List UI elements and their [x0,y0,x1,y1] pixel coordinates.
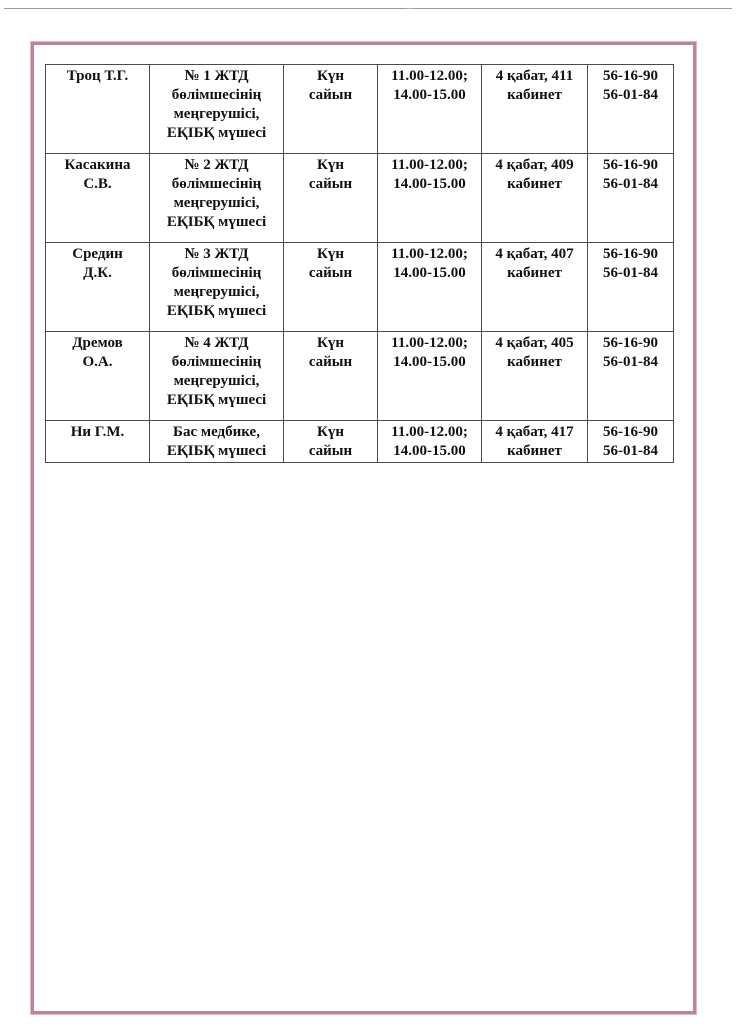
position-cell: № 2 ЖТД бөлімшесінің меңгерушісі, ЕҚІБҚ мүшесі [150,154,284,243]
staff-name-cell: Дремов О.А. [46,332,150,421]
reception-hours-cell: 11.00-12.00; 14.00-15.00 [378,65,482,154]
scan-edge-line [4,8,732,9]
table-row [46,421,674,463]
office-location-cell: 4 қабат, 417 кабинет [482,421,588,463]
office-location-cell: 4 қабат, 411 кабинет [482,65,588,154]
reception-hours-cell: 11.00-12.00; 14.00-15.00 [378,332,482,421]
table-row [46,154,674,243]
phone-numbers-cell: 56-16-90 56-01-84 [588,154,674,243]
reception-days-cell: Күн сайын [284,421,378,463]
reception-schedule-table [45,64,674,463]
office-location-cell: 4 қабат, 407 кабинет [482,243,588,332]
reception-hours-cell: 11.00-12.00; 14.00-15.00 [378,421,482,463]
reception-days-cell: Күн сайын [284,65,378,154]
office-location-cell: 4 қабат, 409 кабинет [482,154,588,243]
reception-days-cell: Күн сайын [284,154,378,243]
table-row [46,243,674,332]
table-row [46,65,674,154]
staff-name-cell: Ни Г.М. [46,421,150,463]
position-cell: Бас медбике, ЕҚІБҚ мүшесі [150,421,284,463]
scan-mark [407,8,413,13]
phone-numbers-cell: 56-16-90 56-01-84 [588,65,674,154]
phone-numbers-cell: 56-16-90 56-01-84 [588,332,674,421]
reception-days-cell: Күн сайын [284,332,378,421]
position-cell: № 4 ЖТД бөлімшесінің меңгерушісі, ЕҚІБҚ мүшесі [150,332,284,421]
reception-hours-cell: 11.00-12.00; 14.00-15.00 [378,243,482,332]
office-location-cell: 4 қабат, 405 кабинет [482,332,588,421]
staff-name-cell: Троц Т.Г. [46,65,150,154]
reception-days-cell: Күн сайын [284,243,378,332]
position-cell: № 3 ЖТД бөлімшесінің меңгерушісі, ЕҚІБҚ мүшесі [150,243,284,332]
reception-hours-cell: 11.00-12.00; 14.00-15.00 [378,154,482,243]
position-cell: № 1 ЖТД бөлімшесінің меңгерушісі, ЕҚІБҚ мүшесі [150,65,284,154]
table-row [46,332,674,421]
phone-numbers-cell: 56-16-90 56-01-84 [588,421,674,463]
phone-numbers-cell: 56-16-90 56-01-84 [588,243,674,332]
staff-name-cell: Средин Д.К. [46,243,150,332]
staff-name-cell: Касакина С.В. [46,154,150,243]
